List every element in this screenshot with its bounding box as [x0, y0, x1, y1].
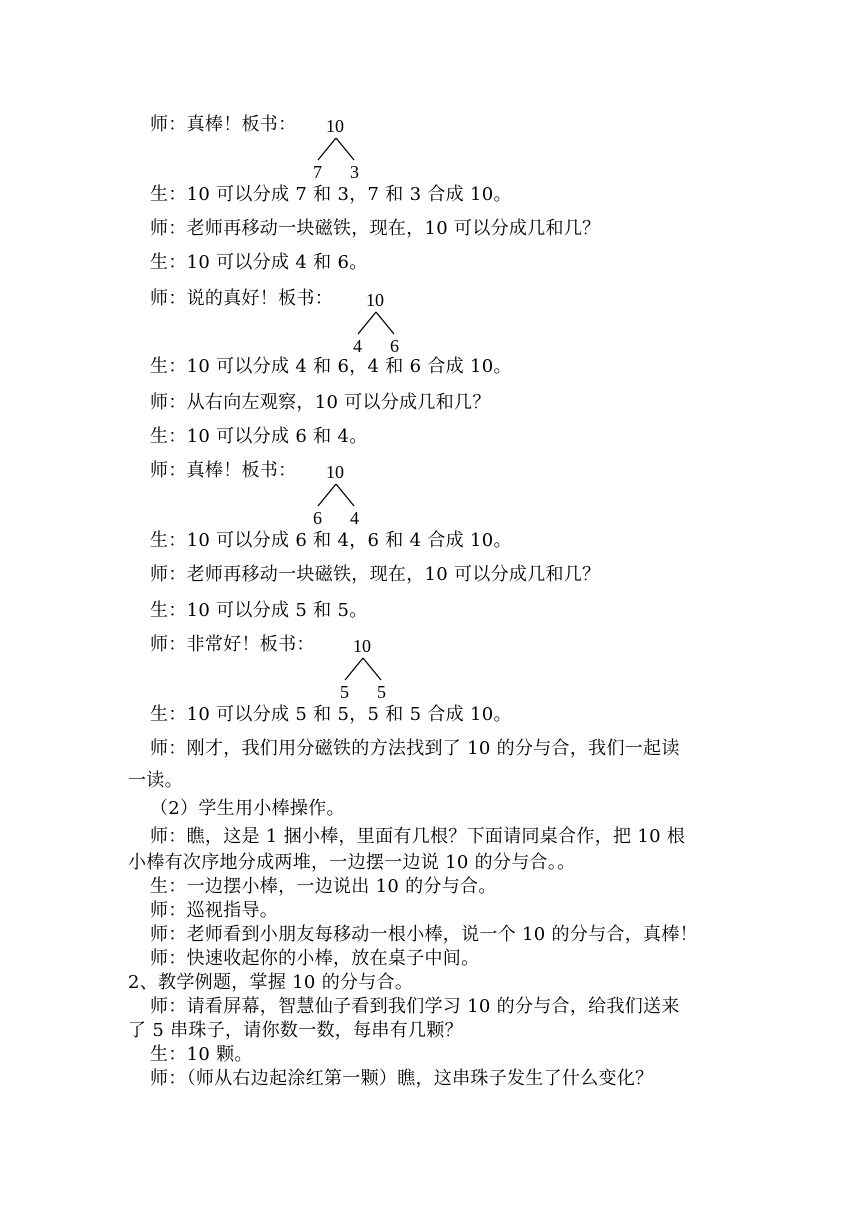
tree-left-number: 7 — [313, 162, 322, 182]
tree-top-number: 10 — [353, 636, 371, 656]
text-line: 生：10 可以分成 4 和 6，4 和 6 合成 10。 — [150, 356, 512, 377]
text-line: 师：真棒！板书： — [150, 460, 297, 481]
number-bond-tree — [304, 462, 384, 528]
text-line: 生：一边摆小棒，一边说出 10 的分与合。 — [150, 876, 497, 897]
number-bond-tree — [304, 116, 384, 182]
tree-left-number: 5 — [340, 682, 349, 702]
text-line: 生：10 颗。 — [150, 1044, 253, 1065]
text-line: （2）学生用小棒操作。 — [150, 798, 345, 819]
text-line: 师：从右向左观察，10 可以分成几和几？ — [150, 392, 491, 413]
text-line: 生：10 可以分成 7 和 3，7 和 3 合成 10。 — [150, 184, 512, 205]
text-line: 2、教学例题，掌握 10 的分与合。 — [128, 972, 414, 993]
text-line: 生：10 可以分成 5 和 5。 — [150, 600, 368, 621]
text-line: 师：说的真好！板书： — [150, 288, 333, 309]
tree-left-number: 6 — [313, 508, 322, 528]
tree-right-number: 3 — [350, 162, 359, 182]
text-line: 师：快速收起你的小棒，放在桌子中间。 — [150, 948, 480, 969]
tree-top-number: 10 — [326, 462, 344, 482]
text-line: 小棒有次序地分成两堆，一边摆一边说 10 的分与合。。 — [128, 852, 576, 873]
tree-top-number: 10 — [326, 116, 344, 136]
text-line: 生：10 可以分成 5 和 5，5 和 5 合成 10。 — [150, 704, 512, 725]
text-line: 师：非常好！板书： — [150, 634, 315, 655]
text-line: 一读。 — [128, 770, 183, 791]
text-line: 师：老师再移动一块磁铁，现在，10 可以分成几和几？ — [150, 564, 601, 585]
tree-right-number: 6 — [390, 336, 399, 356]
text-line: 师：瞧，这是 1 捆小棒，里面有几根？下面请同桌合作，把 10 根 — [150, 826, 686, 847]
text-line: 生：10 可以分成 6 和 4。 — [150, 426, 368, 447]
tree-right-number: 4 — [350, 508, 359, 528]
tree-left-number: 4 — [353, 336, 362, 356]
text-line: 生：10 可以分成 4 和 6。 — [150, 252, 368, 273]
text-line: 生：10 可以分成 6 和 4，6 和 4 合成 10。 — [150, 530, 512, 551]
text-line: 师：老师再移动一块磁铁，现在，10 可以分成几和几？ — [150, 218, 601, 239]
tree-right-number: 5 — [377, 682, 386, 702]
text-line: 师：巡视指导。 — [150, 900, 279, 921]
text-line: 师：真棒！板书： — [150, 114, 297, 135]
text-line: 师：请看屏幕，智慧仙子看到我们学习 10 的分与合，给我们送来 — [150, 996, 680, 1017]
number-bond-tree — [344, 290, 424, 356]
text-line: 师：老师看到小朋友每移动一根小棒，说一个 10 的分与合，真棒！ — [150, 924, 698, 945]
text-line: 师：（师从右边起涂红第一颗）瞧，这串珠子发生了什么变化？ — [150, 1068, 654, 1089]
text-line: 师：刚才，我们用分磁铁的方法找到了 10 的分与合，我们一起读 — [150, 738, 680, 759]
number-bond-tree — [331, 636, 411, 702]
text-line: 了 5 串珠子，请你数一数，每串有几颗？ — [128, 1020, 463, 1041]
tree-top-number: 10 — [366, 290, 384, 310]
